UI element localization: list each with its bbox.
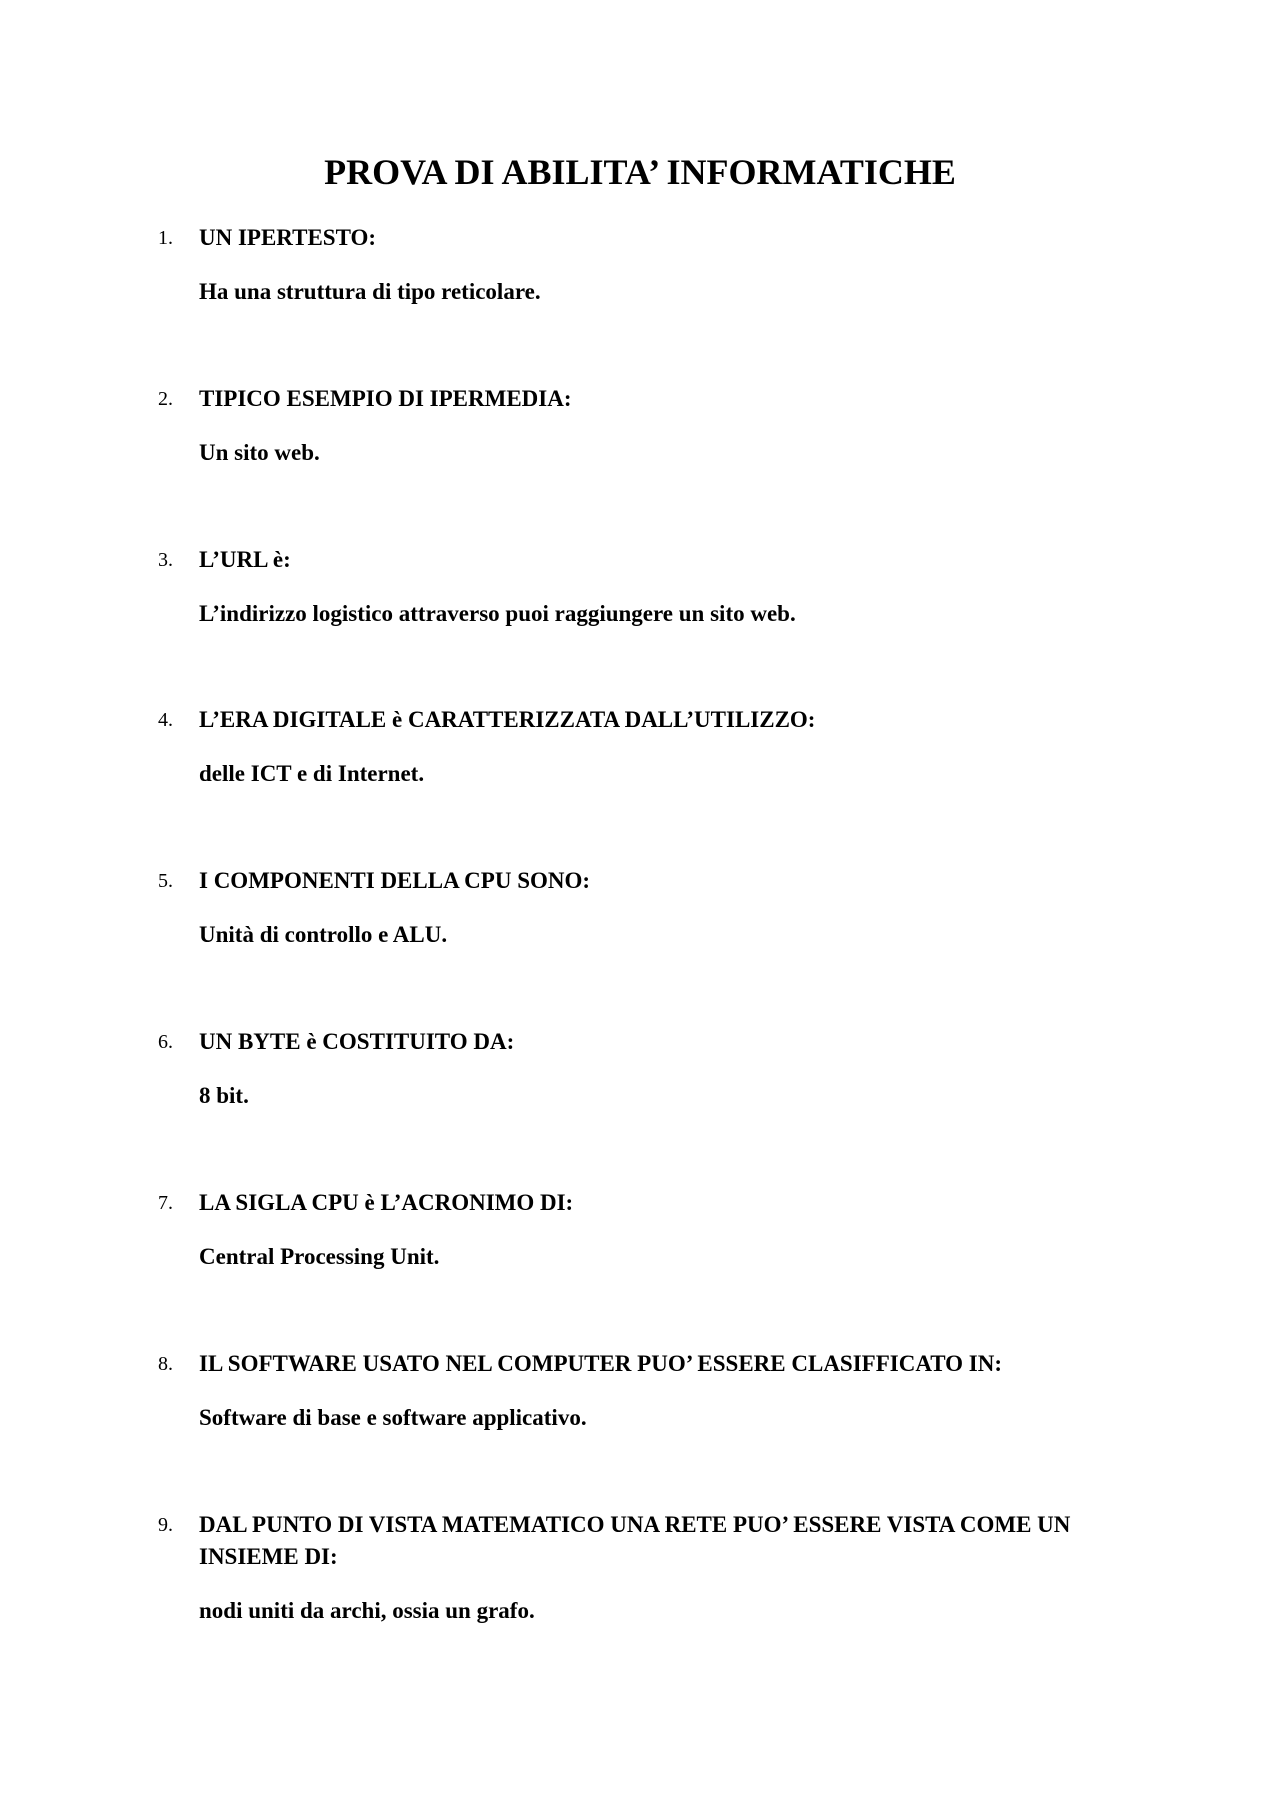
question-number: 4. bbox=[158, 709, 173, 731]
question-number: 6. bbox=[158, 1031, 173, 1053]
page-title: PROVA DI ABILITA’ INFORMATICHE bbox=[324, 152, 956, 192]
question-text: DAL PUNTO DI VISTA MATEMATICO UNA RETE PUO’ ESSERE VISTA COME UN INSIEME DI: bbox=[199, 1512, 1071, 1569]
question-text: LA SIGLA CPU è L’ACRONIMO DI: bbox=[199, 1190, 574, 1215]
answer-text: Ha una struttura di tipo reticolare. bbox=[199, 279, 541, 304]
answer-text: Software di base e software applicativo. bbox=[199, 1405, 587, 1430]
answer-text: 8 bit. bbox=[199, 1083, 249, 1108]
question-number: 5. bbox=[158, 870, 173, 892]
question-text: I COMPONENTI DELLA CPU SONO: bbox=[199, 868, 591, 893]
question-text: L’ERA DIGITALE è CARATTERIZZATA DALL’UTILIZZO: bbox=[199, 707, 816, 732]
question-number: 3. bbox=[158, 549, 173, 571]
answer-text: Un sito web. bbox=[199, 440, 320, 465]
question-text: UN IPERTESTO: bbox=[199, 225, 377, 250]
question-text: TIPICO ESEMPIO DI IPERMEDIA: bbox=[199, 386, 572, 411]
answer-text: Central Processing Unit. bbox=[199, 1244, 440, 1269]
question-number: 9. bbox=[158, 1514, 173, 1536]
question-number: 1. bbox=[158, 227, 173, 249]
answer-text: L’indirizzo logistico attraverso puoi raggiungere un sito web. bbox=[199, 601, 796, 626]
answer-text: delle ICT e di Internet. bbox=[199, 761, 425, 786]
question-text: UN BYTE è COSTITUITO DA: bbox=[199, 1029, 515, 1054]
question-number: 8. bbox=[158, 1353, 173, 1375]
answer-text: Unità di controllo e ALU. bbox=[199, 922, 448, 947]
question-number: 7. bbox=[158, 1192, 173, 1214]
answer-text: nodi uniti da archi, ossia un grafo. bbox=[199, 1598, 535, 1623]
question-text: L’URL è: bbox=[199, 547, 291, 572]
question-text: IL SOFTWARE USATO NEL COMPUTER PUO’ ESSERE CLASIFFICATO IN: bbox=[199, 1351, 1003, 1376]
question-number: 2. bbox=[158, 388, 173, 410]
